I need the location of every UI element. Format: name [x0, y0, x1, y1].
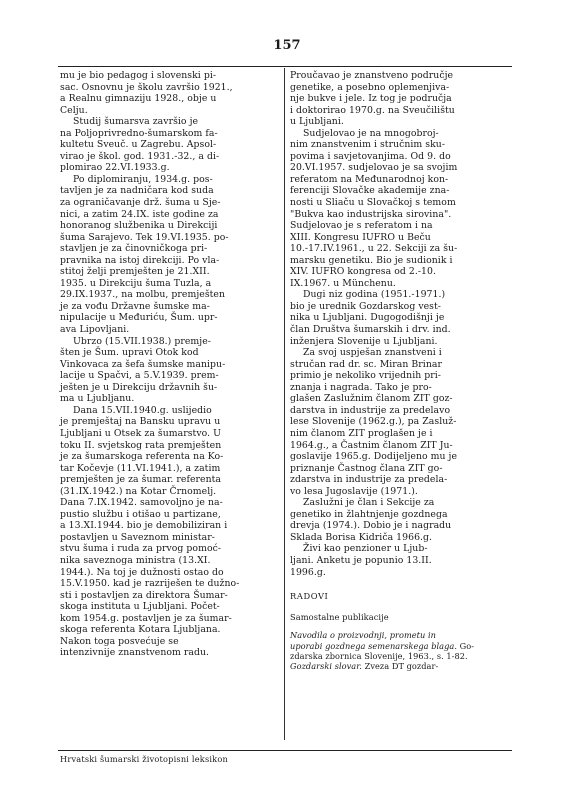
left-paragraph: Ubrzo (15.VII.1938.) premje- šten je Šum. upravi Otok kod Vinkovaca za šefa šumske manipu- lacije u Spačvi, a 5.V.1939. prem- ješten je u Direkciju državnih šu- ma u Ljubljanu.: [60, 335, 226, 405]
right-paragraph: Dugi niz godina (1951.-1971.) bio je urednik Gozdarskog vest- nika u Ljubljani. Dugogodišnji je član Društva šumarskih i drv. ind. inženjera Slovenije u Ljubljani.: [290, 289, 451, 347]
footer-text: Hrvatski šumarski životopisni leksikon: [60, 754, 228, 764]
right-column: [290, 70, 502, 672]
left-paragraph: Po diplomiranju, 1934.g. pos- tavljen je za nadničara kod suda za ograničavanje drž. šuma u Sje- nici, a zatim 24.IX. iste godine za honoranog službenika u Direkciji šuma Sarajevo. Tek 19.VI.1935. po- stavljen je za činovničkoga pri- pravnika na istoj direkciji. Po vla- stitoj želji premješten je 21.XII. 1935. u Direkciju šuma Tuzla, a 29.IX.1937., na molbu, premješten je za vođu Državne šumske ma- nipulacije u Međuriću, Šum. upr- ava Lipovljani.: [60, 173, 229, 336]
right-paragraph: Proučavao je znanstveno područje genetike, a posebno oplemenjiva- nje bukve i jele. Iz tog je područja i doktorirao 1970.g. na Sveučilištu u Ljubljani.: [290, 70, 455, 128]
publication-title: Navodila o proizvodnji, prometu in uporabi gozdnega semenarskega blaga.: [290, 630, 457, 651]
right-paragraph: Zaslužni je član i Sekcije za genetiko in žlahtnjenje gozdnega drevja (1974.). Dobio je i nagradu Sklada Borisa Kidriča 1966.g.: [290, 497, 452, 543]
section-heading-radovi: RADOVI: [290, 591, 329, 602]
column-divider: [284, 68, 285, 740]
right-paragraph: Sudjelovao je na mnogobroj- nim znanstvenim i stručnim sku- povima i savjetovanjima. Od 9. do 20.VI.1957. sudjelovao je sa svojim referatom na Međunarodnoj kon- ferenciji Slovačke akademije zna- nosti u Sliaču u Slovačkoj s temom "Bukva kao industrijska sirovina". Sudjelovao je s referatom i na XIII. Kongresu IUFRO u Beču 10.-17.IV.1961., u 22. Sekciji za šu- marsku genetiku. Bio je sudionik i XIV. IUFRO kongresa od 2.-10. IX.1967. u Münchenu.: [290, 127, 458, 289]
publication-entry: [290, 661, 502, 671]
publication-details: Go- zdarska zbornica Slovenije, 1963., s. 1-82.: [290, 640, 475, 661]
left-paragraph: Dana 15.VII.1940.g. uslijedio je premještaj na Bansku upravu u Ljubljani u Otsek za šumarstvo. U toku II. svjetskog rata premješten je za šumarskoga referenta na Ko- tar Kočevje (11.VI.1941.), a zatim premješten je za šumar. referenta (31.IX.1942.) na Kotar Črnomelj. Dana 7.IX.1942. samovoljno je na- pustio službu i otišao u partizane, a 13.XI.1944. bio je demobiliziran i postavljen u Saveznom ministar- stvu šuma i ruda za prvog pomoć- nika saveznoga ministra (13.XI. 1944.). Na toj je dužnosti ostao do 15.V.1950. kad je razriješen te dužno- sti i postavljen za direktora Šumar- skoga instituta u Ljubljani. Počet- kom 1954.g. postavljen je za šumar- skoga referenta Kotara Ljubljana. Nakon toga posvećuje se intenzivnije znanstvenom radu.: [60, 404, 240, 659]
left-paragraph: Studij šumarsva završio je na Poljoprivredno-šumarskom fa- kultetu Sveuč. u Zagrebu. Apsol- virao je škol. god. 1931.-32., a di- plomirao 22.VI.1933.g.: [60, 116, 220, 174]
publication-details: Zveza DT gozdar-: [361, 661, 439, 672]
right-paragraph: Za svoj uspješan znanstveni i stručan rad dr. sc. Miran Brinar primio je nekoliko vrijednih pri- znanja i nagrada. Tako je pro- glašen Zaslužnim članom ZIT goz- darstva in industrije za predelavo lese Slovenije (1962.g.), pa Zasluž- nim članom ZIT proglašen je i 1964.g., a Častnim članom ZIT Ju- goslavije 1965.g. Dodijeljeno mu je priznanje Častnog člana ZIT go- zdarstva in industrije za predela- vo lesa Jugoslavije (1971.).: [290, 347, 458, 497]
left-column: [60, 70, 272, 659]
section-subheading: Samostalne publikacije: [290, 611, 389, 622]
header-rule: [58, 66, 512, 67]
left-paragraph: mu je bio pedagog i slovenski pi- sac. Osnovnu je školu završio 1921., a Realnu gimnaziju 1928., obje u Celju.: [60, 70, 233, 116]
right-paragraph: Živi kao penzioner u Ljub- ljani. Anketu je popunio 13.II. 1996.g.: [290, 543, 432, 578]
publication-title: Gozdarski slovar.: [290, 661, 362, 672]
page-number: 157: [273, 38, 301, 53]
footer-rule: [58, 750, 512, 751]
publication-entry: [290, 630, 502, 661]
